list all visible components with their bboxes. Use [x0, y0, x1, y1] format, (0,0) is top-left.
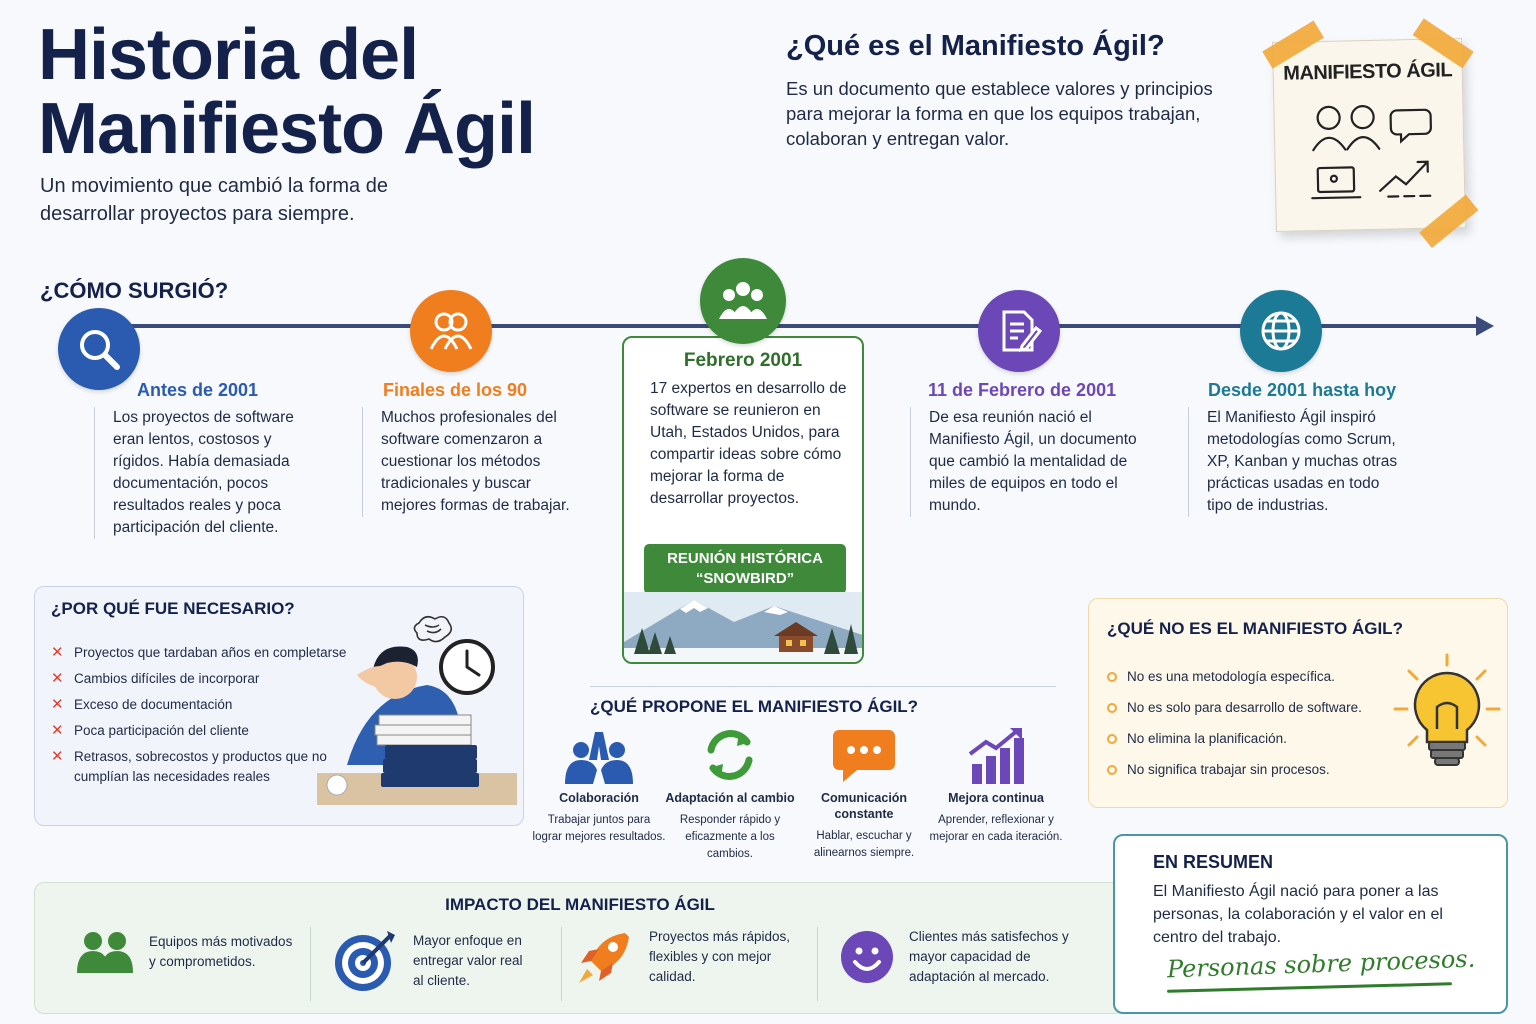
propone-item-colaboracion: Colaboración Trabajar juntos para lograr mejores resultados. — [532, 724, 666, 846]
timeline-icon-2 — [410, 290, 492, 372]
propone-item-mejora: Mejora continua Aprender, reflexionar y mejorar en cada iteración. — [929, 724, 1063, 846]
list-item: ✕ Poca participación del cliente — [51, 722, 249, 739]
growth-chart-icon — [966, 724, 1026, 786]
what-is-title: ¿Qué es el Manifiesto Ágil? — [786, 30, 1165, 62]
impact-item-clientes: Clientes más satisfechos y mayor capacidad de adaptación al mercado. — [839, 927, 1069, 987]
timeline-text-5: El Manifiesto Ágil inspiró metodologías como Scrum, XP, Kanban y muchas otras prácticas usadas en todo tipo de industrias. — [1188, 407, 1408, 517]
bullet-icon — [1107, 765, 1117, 775]
timeline-heading: ¿CÓMO SURGIÓ? — [40, 278, 229, 303]
x-mark-icon: ✕ — [51, 696, 64, 713]
summary-underline — [1167, 982, 1452, 992]
impact-divider — [817, 927, 818, 1001]
timeline-text-3: 17 expertos en desarrollo de software se reunieron en Utah, Estados Unidos, para compartir ideas sobre cómo mejorar la forma de desarrollar proyectos. — [650, 380, 847, 507]
lightbulb-icon — [1387, 649, 1507, 779]
why-title: ¿POR QUÉ FUE NECESARIO? — [51, 599, 295, 618]
not-title: ¿QUÉ NO ES EL MANIFIESTO ÁGIL? — [1107, 619, 1403, 638]
why-necessary-panel — [34, 586, 524, 826]
list-item: No elimina la planificación. — [1107, 729, 1362, 749]
globe-icon — [1256, 306, 1306, 356]
impact-item-enfoque: Mayor enfoque en entregar valor real al cliente. — [331, 927, 533, 995]
x-mark-icon: ✕ — [51, 670, 64, 687]
list-item: ✕ Retrasos, sobrecostos y productos que no cumplían las necesidades reales — [51, 748, 327, 784]
x-mark-icon: ✕ — [51, 722, 64, 739]
bullet-icon — [1107, 734, 1117, 744]
summary-panel — [1113, 834, 1508, 1014]
timeline-title-5: Desde 2001 hasta hoy — [1208, 380, 1397, 400]
search-icon — [74, 324, 124, 374]
note-sketch-icon — [1273, 39, 1467, 233]
timeline-icon-5 — [1240, 290, 1322, 372]
what-is-body: Es un documento que establece valores y principios para mejorar la forma en que los equipos trabajan, colaboran y entregan valor. — [786, 78, 1213, 149]
impact-panel — [34, 882, 1124, 1014]
list-item: No es una metodología específica. — [1107, 667, 1362, 687]
impact-title: IMPACTO DEL MANIFIESTO ÁGIL — [445, 895, 715, 914]
list-item: No es solo para desarrollo de software. — [1107, 698, 1362, 718]
timeline-text-2: Muchos profesionales del software comenzaron a cuestionar los métodos tradicionales y buscar mejores formas de trabajar. — [362, 407, 582, 517]
bullet-icon — [1107, 703, 1117, 713]
summary-title: EN RESUMEN — [1153, 852, 1274, 872]
people-icon — [425, 305, 477, 357]
x-mark-icon: ✕ — [51, 748, 64, 765]
timeline-title-3: Febrero 2001 — [683, 350, 803, 371]
timeline-title-2: Finales de los 90 — [383, 380, 528, 400]
summary-handwritten: Personas sobre procesos. — [1166, 944, 1476, 984]
timeline-icon-1 — [58, 308, 140, 390]
group-icon — [715, 273, 771, 329]
list-item: No significa trabajar sin procesos. — [1107, 760, 1362, 780]
title-line-1: Historia del — [38, 15, 419, 95]
document-icon — [994, 306, 1044, 356]
page-subtitle: Un movimiento que cambió la forma de desarrollar proyectos para siempre. — [40, 175, 388, 225]
impact-divider — [561, 927, 562, 1001]
timeline-text-1: Los proyectos de software eran lentos, costosos y rígidos. Había demasiada documentación, pocos resultados reales y poca participación del cliente. — [94, 407, 314, 539]
timeline-text-4: De esa reunión nació el Manifiesto Ágil, un documento que cambió la mentalidad de miles de equipos en todo el mundo. — [910, 407, 1140, 517]
timeline-icon-3 — [700, 258, 786, 344]
list-item: ✕ Cambios difíciles de incorporar — [51, 670, 260, 687]
snowy-mountain-cabin-illustration — [624, 592, 864, 662]
propone-item-adaptacion: Adaptación al cambio Responder rápido y eficazmente a los cambios. — [663, 724, 797, 863]
refresh-icon — [699, 724, 761, 786]
timeline-title-1: Antes de 2001 — [137, 380, 259, 400]
high-five-icon — [559, 724, 639, 786]
manifesto-sticky-note — [1272, 38, 1466, 232]
propone-item-comunicacion: Comunicación constante Hablar, escuchar y alinearnos siempre. — [797, 724, 931, 862]
stressed-worker-illustration — [317, 605, 517, 805]
impact-item-proyectos: Proyectos más rápidos, flexibles y con mejor calidad. — [575, 927, 799, 987]
impact-item-equipos: Equipos más motivados y comprometidos. — [75, 927, 297, 977]
list-item: ✕ Exceso de documentación — [51, 696, 233, 713]
snowbird-card — [622, 336, 864, 664]
title-line-2: Manifiesto Ágil — [38, 89, 536, 169]
team-icon — [75, 927, 135, 977]
timeline-icon-4 — [978, 290, 1060, 372]
target-icon — [331, 927, 399, 995]
timeline-title-4: 11 de Febrero de 2001 — [928, 380, 1117, 400]
timeline-arrow — [1476, 316, 1494, 336]
why-list — [51, 643, 361, 793]
not-list — [1107, 667, 1362, 791]
bullet-icon — [1107, 672, 1117, 682]
propone-title: ¿QUÉ PROPONE EL MANIFIESTO ÁGIL? — [590, 697, 919, 716]
rocket-icon — [575, 927, 635, 987]
page-title — [38, 15, 678, 169]
impact-divider — [310, 927, 311, 1001]
chat-bubble-icon — [831, 724, 897, 786]
snowbird-badge: REUNIÓN HISTÓRICA “SNOWBIRD” — [644, 544, 846, 594]
list-item: ✕ Proyectos que tardaban años en completarse — [51, 644, 347, 661]
summary-text: El Manifiesto Ágil nació para poner a las personas, la colaboración y el valor en el centro del trabajo. — [1153, 883, 1443, 946]
note-title: MANIFIESTO ÁGIL — [1283, 59, 1453, 85]
x-mark-icon: ✕ — [51, 644, 64, 661]
what-it-is-not-panel — [1088, 598, 1508, 808]
propone-divider — [590, 686, 1056, 687]
smiley-icon — [839, 929, 895, 985]
